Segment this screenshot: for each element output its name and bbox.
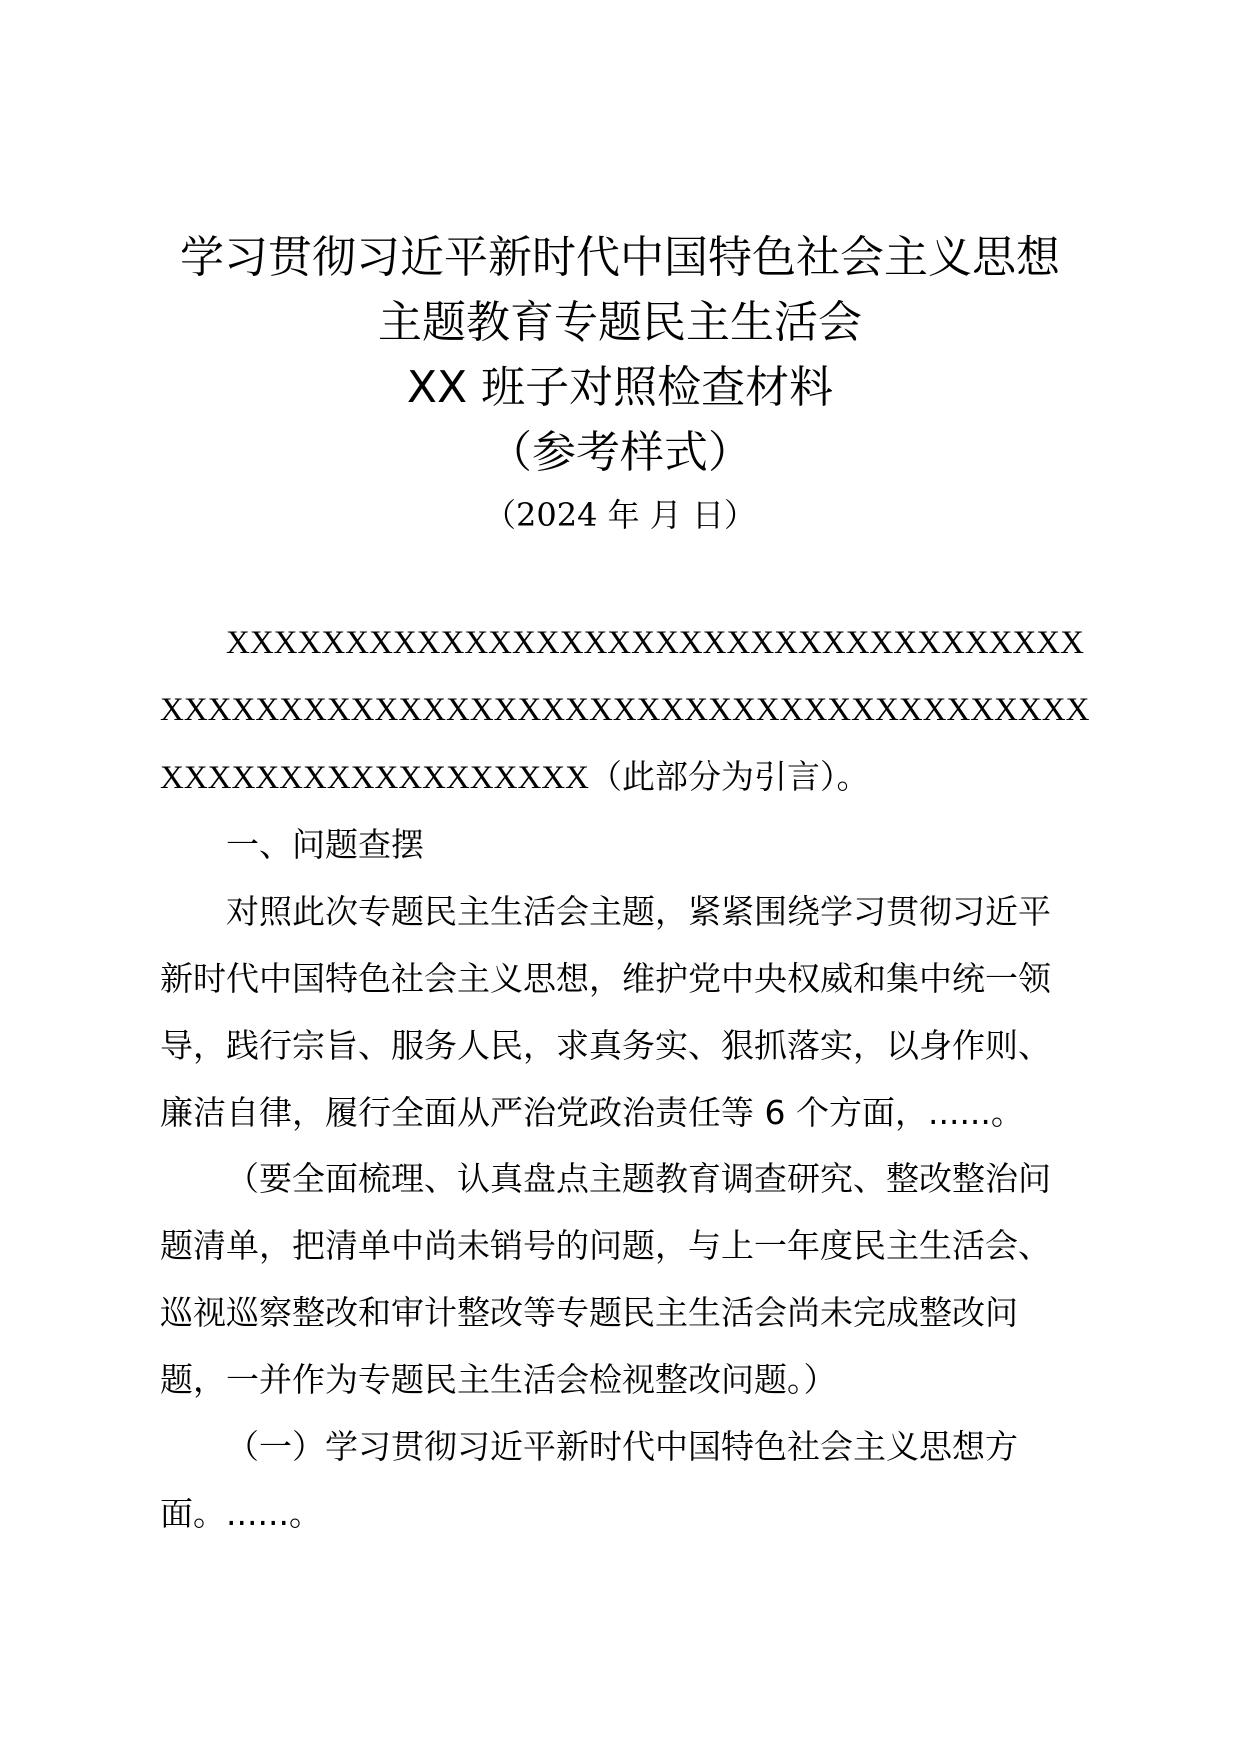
title-line-2: 主题教育专题民主生活会 [378,297,862,348]
intro-line-3-text: （此部分为引言）。 [588,757,870,796]
title-line-3: XX 班子对照检查材料 [406,362,834,413]
sub1-line-1: （一）学习贯彻习近平新时代中国特色社会主义思想方 [226,1427,1018,1466]
date-line: （2024 年 月 日） [484,496,756,534]
para1-line-3: 导，践行宗旨、服务人民，求真务实、狠抓落实，以身作则、 [160,1026,1051,1065]
title-line-1: 学习贯彻习近平新时代中国特色社会主义思想 [180,232,1060,283]
sub1-line-2: 面。......。 [160,1494,322,1533]
para2-line-2: 题清单，把清单中尚未销号的问题，与上一年度民主生活会、 [160,1226,1051,1265]
para2-line-3: 巡视巡察整改和审计整改等专题民主生活会尚未完成整改问 [160,1293,1018,1332]
para1-line-1: 对照此次专题民主生活会主题，紧紧围绕学习贯彻习近平 [226,892,1051,931]
para1-line-4: 廉洁自律，履行全面从严治党政治责任等 6 个方面，......。 [160,1093,1024,1132]
section-heading: 一、问题查摆 [226,825,424,864]
intro-line-3 [160,754,869,801]
intro-line-1: XXXXXXXXXXXXXXXXXXXXXXXXXXXXXXXXXXXX [226,625,1084,661]
title-line-4: （参考样式） [488,427,752,478]
para1-line-2: 新时代中国特色社会主义思想，维护党中央权威和集中统一领 [160,959,1051,998]
para2-line-1: （要全面梳理、认真盘点主题教育调查研究、整改整治问 [226,1159,1051,1198]
intro-line-3-x: XXXXXXXXXXXXXXXXXX [160,760,589,796]
intro-line-2: XXXXXXXXXXXXXXXXXXXXXXXXXXXXXXXXXXXXXXX [160,692,1090,728]
para2-line-4: 题，一并作为专题民主生活会检视整改问题。） [160,1360,837,1399]
